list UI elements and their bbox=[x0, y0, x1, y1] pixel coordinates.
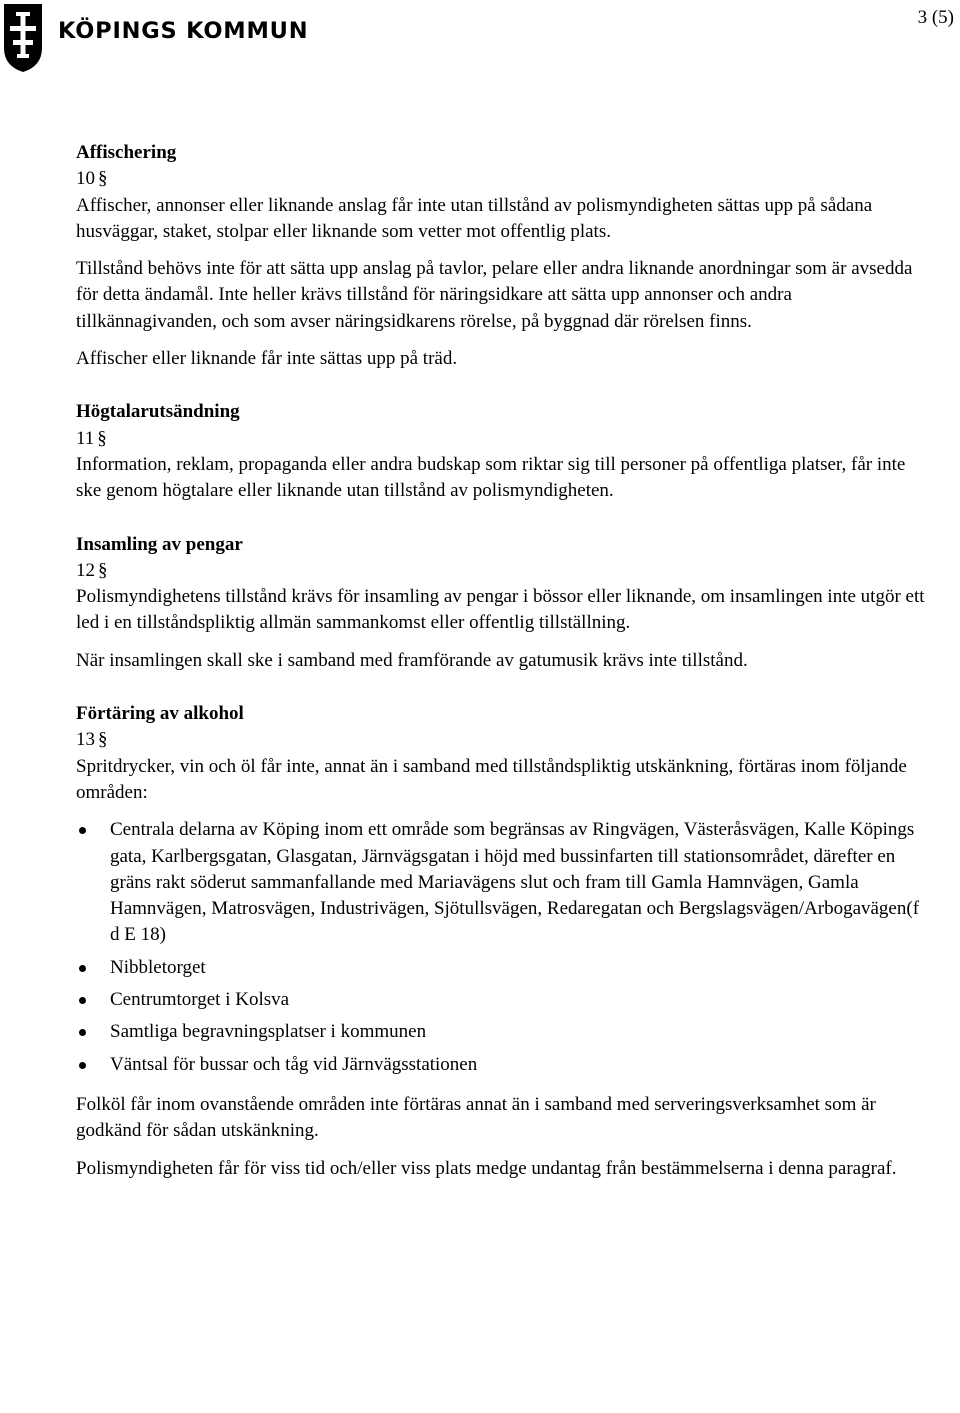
section-title: Insamling av pengar bbox=[76, 533, 243, 555]
page-header bbox=[0, 0, 960, 80]
paragraph-text: Spritdrycker, vin och öl får inte, annat än i samband med tillståndspliktig utskänkning, förtäras inom följande områden: bbox=[76, 755, 907, 803]
paragraph-text: När insamlingen skall ske i samband med framförande av gatumusik krävs inte tillstånd. bbox=[76, 649, 748, 671]
paragraph-number: 13 § bbox=[76, 729, 108, 751]
section-title: Affischering bbox=[76, 142, 177, 163]
list-item: Samtliga begravningsplatser i kommunen bbox=[76, 1019, 926, 1045]
section-title: Förtäring av alkohol bbox=[76, 703, 244, 725]
paragraph-number: 10 § bbox=[76, 168, 108, 190]
paragraph-text: Affischer, annonser eller liknande anslag får inte utan tillstånd av polismyndigheten sättas upp på sådana husväggar, staket, stolpar eller liknande som vetter mot offentlig plats. bbox=[76, 194, 873, 242]
paragraph-text: Information, reklam, propaganda eller andra budskap som riktar sig till personer på offentliga platser, får inte ske genom högtalare eller liknande utan tillstånd av polismyndigheten. bbox=[76, 453, 906, 502]
bullet-icon bbox=[79, 1062, 86, 1069]
list-item: Väntsal för bussar och tåg vid Järnvägsstationen bbox=[76, 1052, 926, 1078]
organization-name: KÖPINGS KOMMUN bbox=[58, 18, 309, 44]
list-item: Nibbletorget bbox=[76, 955, 926, 981]
list-item: Centrala delarna av Köping inom ett område som begränsas av Ringvägen, Västeråsvägen, Kalle Köpings gata, Karlbergsgatan, Glasgatan, Järnvägsgatan i höjd med bussinfarten till stationsområdet, därefter en gräns rakt söderut sammanfallande med Mariavägens slut och fram till Gamla Hamnvägen, Gamla Hamnvägen, Matrosvägen, Industrivägen, Sjötullsvägen, Redaregatan och Bergslagsvägen/Arbogavägen(f d E 18) bbox=[76, 817, 926, 948]
document-body bbox=[76, 140, 926, 1182]
paragraph-text: Tillstånd behövs inte för att sätta upp anslag på tavlor, pelare eller andra liknande anordningar som är avsedda för detta ändamål. Inte heller krävs tillstånd för näringsidkare att sätta upp annonser och andra tillkännagivanden, och som avser näringsidkarens rörelse, på byggnad där rörelsen finns. bbox=[76, 258, 913, 332]
page-number: 3 (5) bbox=[917, 7, 954, 28]
paragraph-text: Polismyndighetens tillstånd krävs för insamling av pengar i bössor eller liknande, om insamlingen inte utgör ett led i en tillståndspliktig allmän sammankomst eller offentlig tillställning. bbox=[76, 586, 925, 634]
paragraph-number: 11 § bbox=[76, 427, 107, 449]
section-title: Högtalarutsändning bbox=[76, 401, 240, 423]
bullet-icon bbox=[79, 997, 86, 1004]
section-fortaring-av-alkohol bbox=[76, 701, 926, 1182]
coat-of-arms-icon bbox=[2, 2, 44, 74]
paragraph-text: Affischer eller liknande får inte sättas upp på träd. bbox=[76, 348, 458, 370]
list-item: Centrumtorget i Kolsva bbox=[76, 987, 926, 1013]
section-affischering bbox=[76, 140, 926, 372]
bullet-icon bbox=[79, 965, 86, 972]
paragraph-number: 12 § bbox=[76, 559, 108, 581]
section-insamling bbox=[76, 532, 926, 674]
section-hogtalarutsandning bbox=[76, 399, 926, 504]
paragraph-text: Polismyndigheten får för viss tid och/eller viss plats medge undantag från bestämmelserna i denna paragraf. bbox=[76, 1157, 897, 1179]
area-list bbox=[76, 817, 926, 1078]
bullet-icon bbox=[79, 1029, 86, 1036]
paragraph-text: Folköl får inom ovanstående områden inte förtäras annat än i samband med serveringsverksamhet som är godkänd för sådan utskänkning. bbox=[76, 1093, 876, 1142]
bullet-icon bbox=[79, 827, 86, 834]
